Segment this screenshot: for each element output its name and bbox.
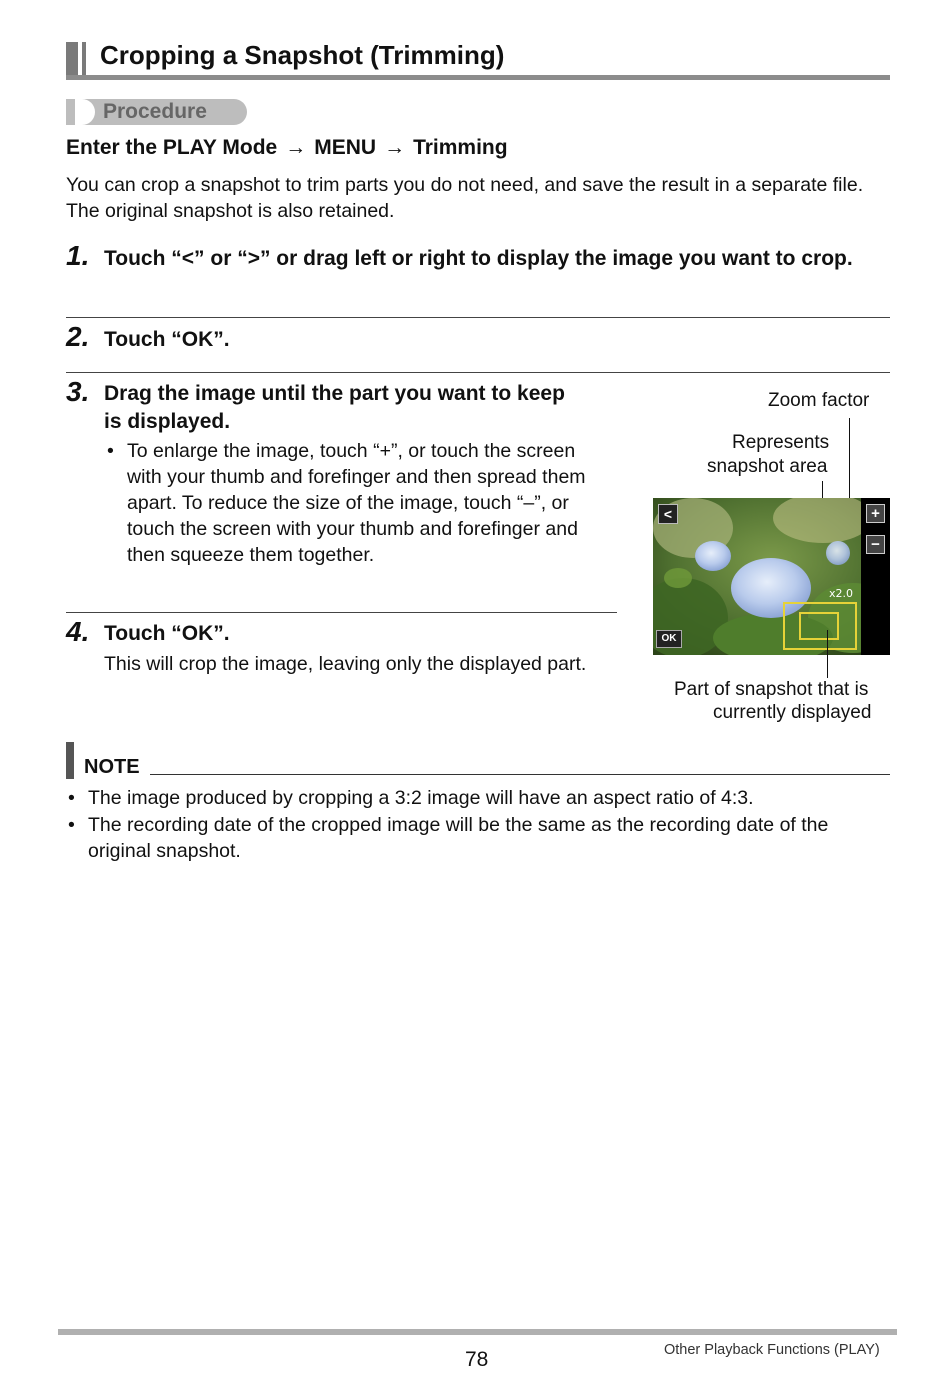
step-4-number: 4. xyxy=(66,616,90,647)
arrow-right-icon: → xyxy=(384,136,406,159)
arrow-right-icon: → xyxy=(285,136,307,159)
step-3-title: Drag the image until the part you want to keep is displayed. xyxy=(104,382,565,433)
bullet-dot: • xyxy=(68,814,75,836)
header-underline xyxy=(66,75,890,80)
procedure-tab-stub xyxy=(66,99,75,125)
snapshot-area-caption-line1: Represents xyxy=(732,432,830,453)
step-3-bullet: To enlarge the image, touch “+”, or touch the screen with your thumb and forefinger and then spread them apart. To reduce the size of the image, touch “–”, or touch the screen with your thumb and forefinger and then squeeze them together. xyxy=(127,440,586,566)
step-2-title: Touch “OK”. xyxy=(104,328,230,351)
note-rule xyxy=(150,774,890,775)
step-1-title: Touch “<” or “>” or drag left or right to display the image you want to crop. xyxy=(104,247,853,270)
zoom-factor-caption: Zoom factor xyxy=(768,390,870,411)
footer-section-title: Other Playback Functions (PLAY) xyxy=(664,1342,880,1358)
procedure-label: Procedure xyxy=(103,100,207,123)
page-title: Cropping a Snapshot (Trimming) xyxy=(100,40,505,70)
note-accent-bar xyxy=(66,742,74,779)
menu-path-step-3: Trimming xyxy=(413,136,508,159)
menu-path-step-1: Enter the PLAY Mode xyxy=(66,136,278,159)
bullet-dot: • xyxy=(68,787,75,809)
divider xyxy=(66,372,890,373)
note-item-1: The image produced by cropping a 3:2 image will have an aspect ratio of 4:3. xyxy=(88,787,754,809)
step-1-number: 1. xyxy=(66,240,90,271)
intro-paragraph: You can crop a snapshot to trim parts you do not need, and save the result in a separate file. The original snapshot is also retained. xyxy=(66,174,864,222)
displayed-area-caption-line1: Part of snapshot that is xyxy=(674,679,869,700)
footer-rule xyxy=(58,1329,897,1335)
ok-button[interactable]: OK xyxy=(656,630,682,648)
note-label: NOTE xyxy=(84,756,140,778)
step-4-title: Touch “OK”. xyxy=(104,622,230,645)
divider xyxy=(66,317,890,318)
menu-path xyxy=(66,136,508,160)
snapshot-area-caption-line2: snapshot area xyxy=(707,456,828,477)
menu-path-step-2: MENU xyxy=(314,136,377,159)
step-2-number: 2. xyxy=(66,321,90,352)
back-arrow-icon[interactable]: < xyxy=(658,504,678,524)
zoom-factor-readout: x2.0 xyxy=(829,587,854,600)
page-number: 78 xyxy=(465,1348,489,1371)
step-3-number: 3. xyxy=(66,376,90,407)
step-4-body: This will crop the image, leaving only the displayed part. xyxy=(104,653,587,675)
zoom-in-plus-icon[interactable]: + xyxy=(866,504,885,523)
displayed-area-caption-line2: currently displayed xyxy=(713,702,872,723)
displayed-area-callout-line xyxy=(827,630,828,678)
divider xyxy=(66,612,617,613)
camera-screen-photo xyxy=(653,498,890,655)
zoom-out-minus-icon[interactable]: − xyxy=(866,535,885,554)
displayed-area-frame xyxy=(799,612,839,640)
bullet-dot: • xyxy=(107,440,114,462)
note-item-2: The recording date of the cropped image will be the same as the recording date of the original snapshot. xyxy=(88,814,829,862)
